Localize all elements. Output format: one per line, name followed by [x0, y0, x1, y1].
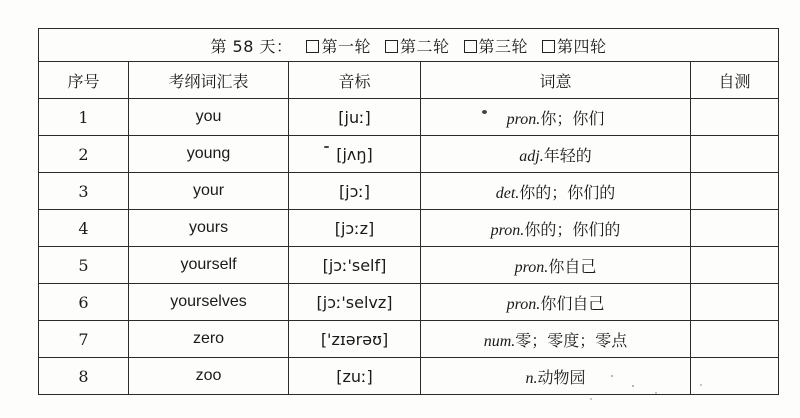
- meaning: 你的；你们的: [519, 182, 616, 202]
- day-header: [39, 29, 779, 62]
- phonetic: [juː]: [289, 99, 421, 136]
- phonetic: [zuː]: [289, 358, 421, 395]
- self-test-cell[interactable]: [691, 210, 779, 247]
- part-of-speech: pron.: [506, 295, 541, 313]
- round-3-label: 第三轮: [478, 36, 529, 56]
- scan-speck: [700, 384, 702, 386]
- part-of-speech: pron.: [490, 221, 525, 239]
- self-test-cell[interactable]: [691, 173, 779, 210]
- row-number: 1: [39, 99, 129, 136]
- phonetic: [jɔː]: [289, 173, 421, 210]
- table-row: [39, 321, 779, 358]
- column-header-self-test: 自测: [691, 62, 779, 99]
- row-number: 7: [39, 321, 129, 358]
- vocab-word: you: [129, 99, 289, 136]
- scan-speck: [632, 385, 634, 387]
- part-of-speech: n.: [525, 369, 538, 387]
- table-row: [39, 247, 779, 284]
- part-of-speech: pron.: [506, 110, 541, 128]
- row-number: 6: [39, 284, 129, 321]
- meaning: 你们自己: [540, 293, 605, 313]
- part-of-speech: adj.: [519, 147, 544, 165]
- vocab-word: yourself: [129, 247, 289, 284]
- column-header-meaning: 词意: [421, 62, 691, 99]
- scan-speck: [590, 398, 592, 400]
- part-of-speech: det.: [495, 184, 520, 202]
- round-4-label: 第四轮: [557, 36, 607, 56]
- meaning-cell: [421, 136, 691, 173]
- vocab-word: your: [129, 173, 289, 210]
- table-row: [39, 284, 779, 321]
- meaning-cell: [421, 284, 691, 321]
- meaning-cell: [421, 173, 691, 210]
- self-test-cell[interactable]: [691, 284, 779, 321]
- vocab-word: young: [129, 136, 289, 173]
- column-header-row: [39, 62, 779, 99]
- phonetic: [jɔːz]: [289, 210, 421, 247]
- scan-speck: [655, 392, 657, 394]
- table-row: [39, 173, 779, 210]
- vocab-word: zero: [129, 321, 289, 358]
- self-test-cell[interactable]: [691, 136, 779, 173]
- meaning: 你；你们: [540, 108, 605, 128]
- part-of-speech: num.: [483, 332, 516, 350]
- scan-speck: [324, 146, 329, 148]
- self-test-cell[interactable]: [691, 358, 779, 395]
- vocabulary-table: [38, 28, 779, 395]
- round-2-label: 第二轮: [400, 36, 450, 56]
- title-row: [39, 29, 779, 62]
- meaning-cell: [421, 358, 691, 395]
- meaning: 动物园: [537, 367, 586, 387]
- meaning: 零；零度；零点: [515, 330, 628, 350]
- round-1-label: 第一轮: [321, 36, 371, 56]
- table-row: [39, 210, 779, 247]
- vocab-word: yours: [129, 210, 289, 247]
- vocab-word: yourselves: [129, 284, 289, 321]
- vocab-word: zoo: [129, 358, 289, 395]
- meaning-cell: [421, 247, 691, 284]
- scan-speck: [482, 110, 487, 114]
- day-label: 第 58 天：: [210, 36, 293, 56]
- self-test-cell[interactable]: [691, 99, 779, 136]
- meaning: 你自己: [548, 256, 597, 276]
- column-header-word: 考纲词汇表: [129, 62, 289, 99]
- meaning-cell: [421, 210, 691, 247]
- table-row: [39, 358, 779, 395]
- self-test-cell[interactable]: [691, 321, 779, 358]
- row-number: 8: [39, 358, 129, 395]
- self-test-cell[interactable]: [691, 247, 779, 284]
- phonetic: [jɔː'selvz]: [289, 284, 421, 321]
- meaning: 年轻的: [543, 145, 592, 165]
- checkbox-round-2[interactable]: [385, 40, 398, 53]
- phonetic: ['zɪərəʊ]: [289, 321, 421, 358]
- table-row: [39, 99, 779, 136]
- meaning: 你的；你们的: [524, 219, 621, 239]
- column-header-number: 序号: [39, 62, 129, 99]
- column-header-phonetic: 音标: [289, 62, 421, 99]
- table-row: [39, 136, 779, 173]
- row-number: 3: [39, 173, 129, 210]
- scan-speck: [611, 375, 613, 377]
- part-of-speech: pron.: [514, 258, 549, 276]
- phonetic: [jʌŋ]: [289, 136, 421, 173]
- phonetic: [jɔː'self]: [289, 247, 421, 284]
- checkbox-round-3[interactable]: [464, 40, 477, 53]
- meaning-cell: [421, 99, 691, 136]
- row-number: 5: [39, 247, 129, 284]
- meaning-cell: [421, 321, 691, 358]
- checkbox-round-1[interactable]: [306, 40, 319, 53]
- row-number: 2: [39, 136, 129, 173]
- checkbox-round-4[interactable]: [542, 40, 555, 53]
- row-number: 4: [39, 210, 129, 247]
